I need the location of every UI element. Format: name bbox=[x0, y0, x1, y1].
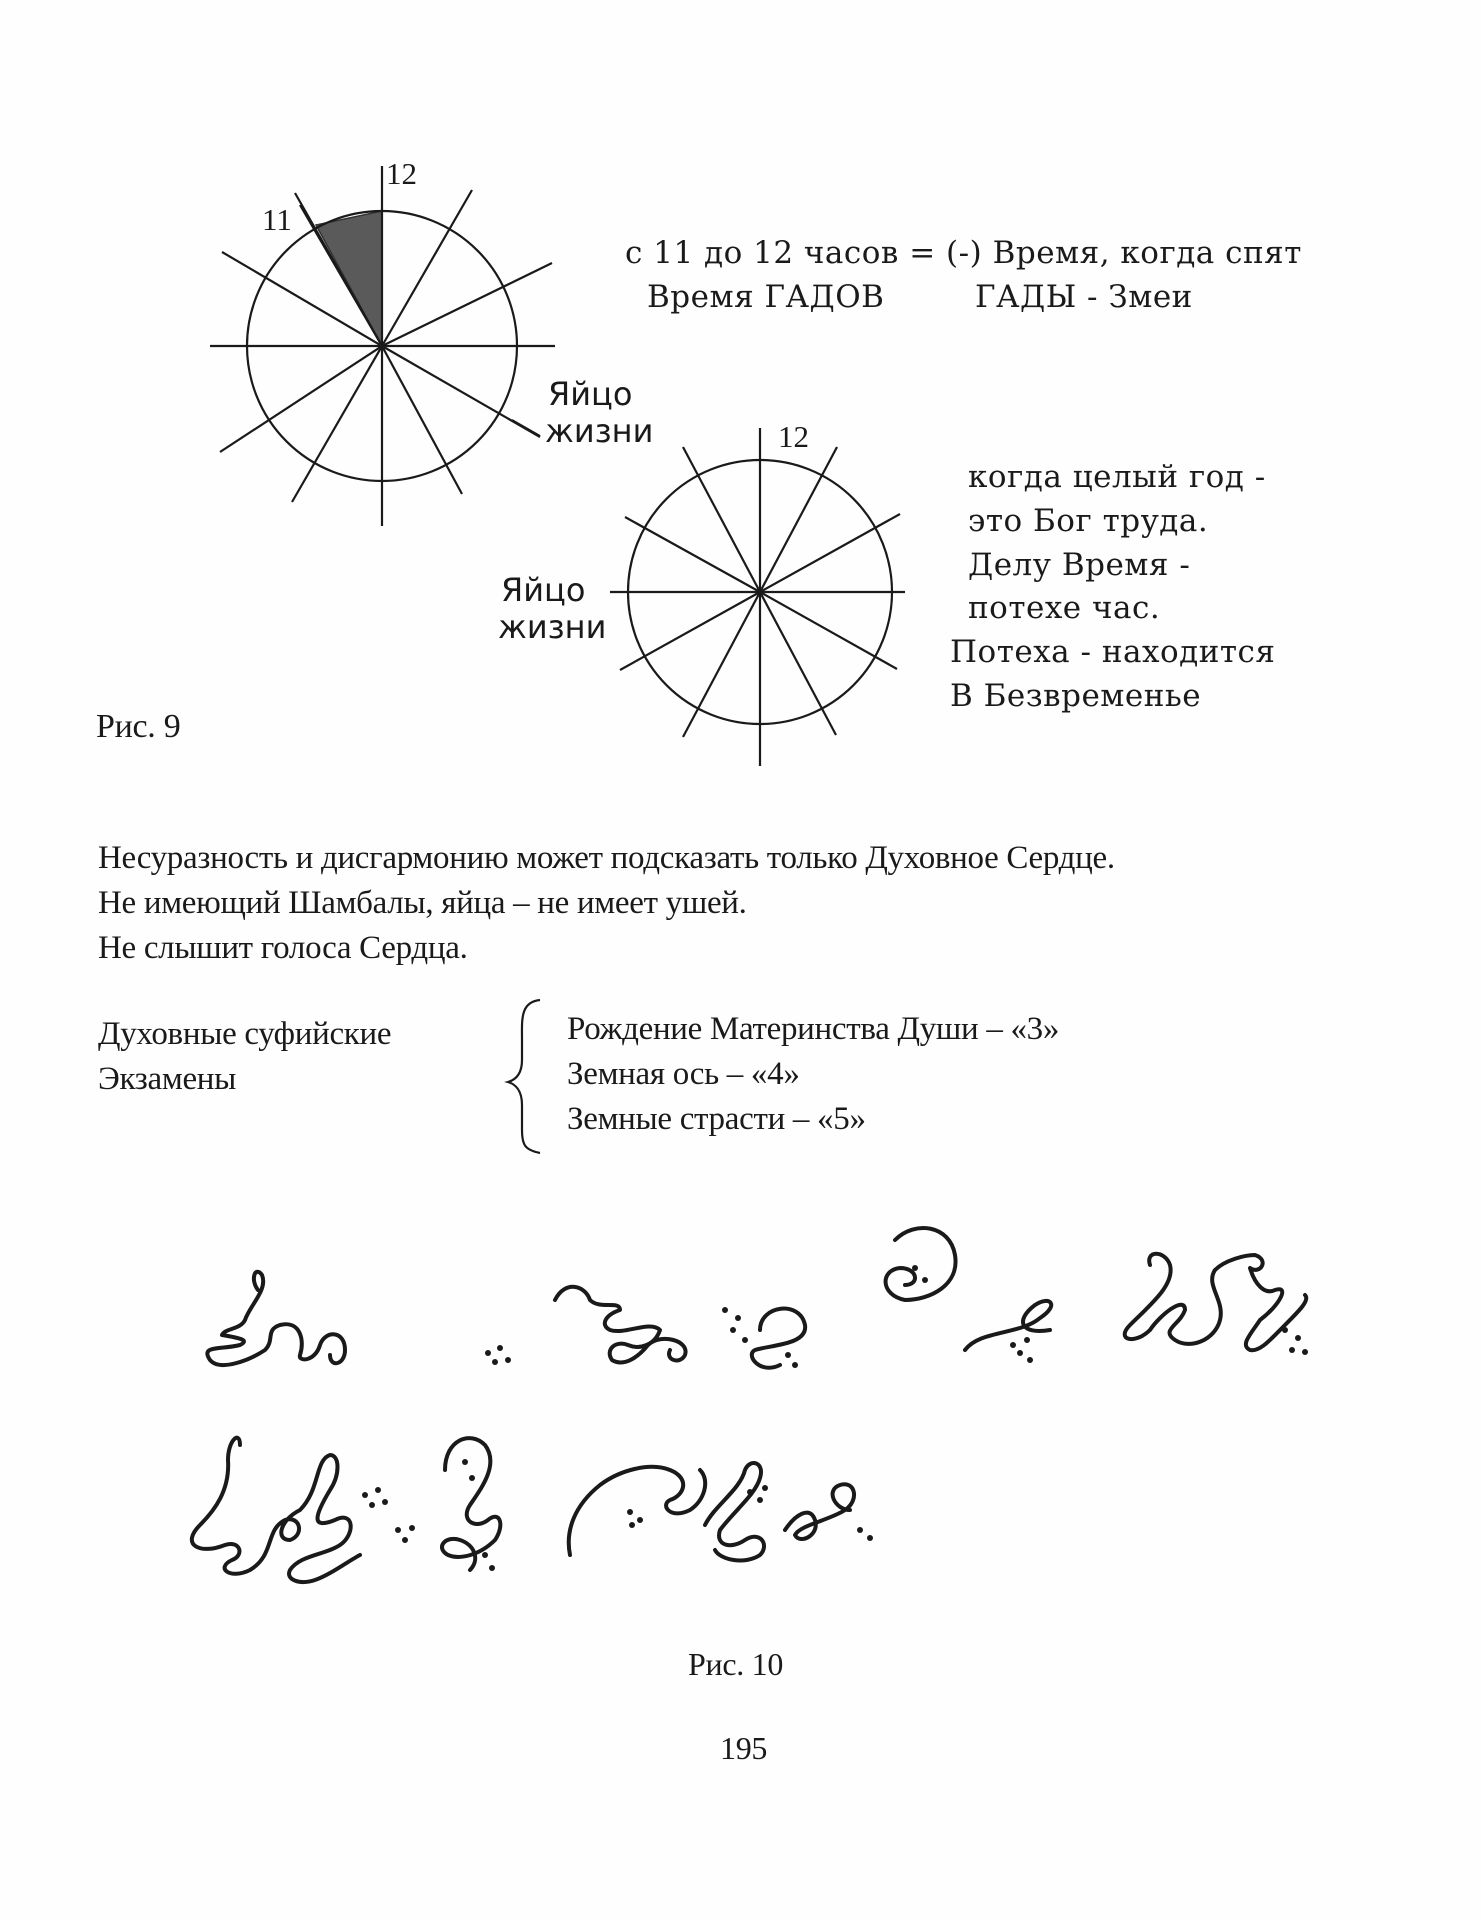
clock-2-note-line-6: В Безвременье bbox=[950, 678, 1202, 714]
clock-1-label-11: 11 bbox=[262, 202, 292, 237]
exams-label-line-2: Экзамены bbox=[98, 1061, 237, 1097]
figure-9-caption: Рис. 9 bbox=[96, 708, 181, 745]
paragraph-line-3: Не слышит голоса Сердца. bbox=[98, 930, 468, 966]
paragraph-line-1: Несуразность и дисгармонию может подсказать только Духовное Сердце. bbox=[98, 840, 1115, 876]
clock-2-note-line-2: это Бог труда. bbox=[968, 503, 1209, 539]
glyph-5 bbox=[965, 1301, 1051, 1350]
clock-2-note-line-3: Делу Время - bbox=[968, 547, 1191, 583]
glyph-1 bbox=[207, 1272, 345, 1365]
egg-label-2-line-2: жизни bbox=[498, 607, 607, 646]
glyph-8 bbox=[442, 1438, 500, 1570]
clock-1-note-line-2-left: Время ГАДОВ bbox=[647, 279, 885, 315]
glyph-6 bbox=[1125, 1254, 1307, 1350]
exam-item-2: Земная ось – «4» bbox=[567, 1056, 800, 1092]
egg-label-2-line-1: Яйцо bbox=[501, 571, 586, 609]
paragraph-line-2: Не имеющий Шамбалы, яйца – не имеет ушей. bbox=[98, 885, 747, 921]
glyph-3 bbox=[752, 1309, 805, 1368]
figure-10-caption: Рис. 10 bbox=[688, 1646, 784, 1682]
glyph-11 bbox=[785, 1484, 854, 1539]
clock-2-note-line-4: потехе час. bbox=[968, 590, 1161, 626]
clock-1-note-line-2-right: ГАДЫ - Змеи bbox=[975, 279, 1193, 315]
page-number: 195 bbox=[720, 1730, 768, 1766]
glyph-10 bbox=[705, 1463, 764, 1560]
egg-label-1-line-2: жизни bbox=[545, 411, 654, 450]
clock-2-label-12: 12 bbox=[778, 419, 809, 454]
glyph-9 bbox=[569, 1467, 705, 1555]
exam-item-1: Рождение Материнства Души – «3» bbox=[567, 1011, 1060, 1047]
glyph-2 bbox=[555, 1287, 686, 1363]
clock-2-note-line-1: когда целый год - bbox=[968, 459, 1266, 495]
clock-2-note-line-5: Потеха - находится bbox=[950, 634, 1276, 670]
clock-1-label-12: 12 bbox=[386, 156, 417, 191]
glyph-7 bbox=[192, 1438, 360, 1582]
exams-label-line-1: Духовные суфийские bbox=[98, 1016, 392, 1052]
exam-item-3: Земные страсти – «5» bbox=[567, 1101, 866, 1137]
egg-label-1-line-1: Яйцо bbox=[548, 375, 633, 413]
glyph-4 bbox=[886, 1228, 956, 1300]
clock-1-note-line-1: с 11 до 12 часов = (-) Время, когда спят bbox=[625, 235, 1302, 271]
